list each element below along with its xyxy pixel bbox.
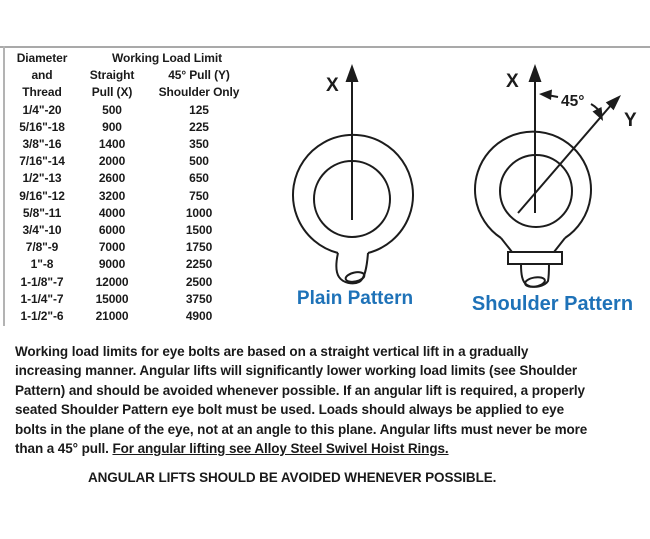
table-cell-straight-pull: 7000 — [98, 240, 126, 255]
table-cell-diameter: 7/16"-14 — [19, 154, 65, 169]
table-cell-straight-pull: 4000 — [98, 205, 126, 220]
header-45pull-2: Shoulder Only — [158, 85, 240, 100]
table-cell-45-pull: 350 — [189, 137, 209, 152]
table-cell-straight-pull: 12000 — [95, 274, 129, 289]
table-cell-45-pull: 500 — [189, 154, 209, 169]
table-cell-45-pull: 1000 — [185, 205, 213, 220]
table-cell-diameter: 1/2"-13 — [22, 171, 62, 186]
table-cell-straight-pull: 3200 — [98, 188, 126, 203]
table-cell-diameter: 9/16"-12 — [19, 188, 65, 203]
paragraph-line: seated Shoulder Pattern eye bolt must be used. Loads should always be applied to eye — [15, 402, 564, 418]
header-diameter-1: Diameter — [16, 51, 68, 65]
table-cell-45-pull: 225 — [189, 119, 209, 134]
table-cell-straight-pull: 21000 — [95, 309, 129, 324]
x-axis-label: X — [506, 71, 519, 92]
table-cell-45-pull: 4900 — [185, 309, 213, 324]
header-45pull-1: 45° Pull (Y) — [168, 68, 230, 83]
table-cell-45-pull: 750 — [189, 188, 209, 203]
table-cell-straight-pull: 900 — [102, 119, 122, 134]
paragraph-line: Working load limits for eye bolts are based on a straight vertical lift in a gradually — [15, 344, 529, 359]
table-cell-45-pull: 650 — [189, 171, 209, 186]
top-divider — [0, 46, 650, 48]
table-cell-diameter: 7/8"-9 — [25, 240, 59, 255]
paragraph-line: increasing manner. Angular lifts will significantly lower working load limits (see Shoulder — [15, 363, 578, 379]
table-cell-straight-pull: 2600 — [98, 171, 126, 186]
table-cell-diameter: 5/8"-11 — [22, 205, 62, 220]
shoulder-pattern-label: Shoulder Pattern — [471, 293, 634, 315]
header-diameter-3: Thread — [22, 85, 62, 100]
hoist-rings-link[interactable]: For angular lifting see Alloy Steel Swivel Hoist Rings. — [112, 441, 449, 457]
paragraph-line: Pattern) and should be avoided whenever possible. If an angular lift is required, a properly — [15, 382, 585, 398]
working-load-table table-body — [4, 50, 254, 325]
table-cell-straight-pull: 500 — [102, 102, 122, 117]
table-cell-straight-pull: 6000 — [98, 223, 126, 238]
table-cell-straight-pull: 15000 — [95, 291, 129, 306]
y-axis-label: Y — [624, 110, 637, 131]
x-axis-label: X — [326, 75, 339, 96]
header-straight-2: Pull (X) — [91, 85, 133, 100]
table-cell-straight-pull: 1400 — [98, 137, 126, 152]
table-cell-45-pull: 1500 — [185, 223, 213, 238]
paragraph-last-line — [15, 439, 647, 458]
table-cell-45-pull: 2500 — [185, 274, 213, 289]
angle-label: 45° — [561, 93, 585, 110]
table-cell-diameter: 5/16"-18 — [19, 119, 65, 134]
angle-annotation — [539, 90, 603, 122]
table-cell-diameter: 1-1/4"-7 — [20, 291, 64, 306]
table-cell-45-pull: 125 — [189, 102, 209, 117]
header-diameter-2: and — [31, 68, 53, 83]
warning-line: ANGULAR LIFTS SHOULD BE AVOIDED WHENEVER POSSIBLE. — [88, 470, 497, 485]
table-cell-45-pull: 1750 — [185, 240, 213, 255]
table-cell-diameter: 1-1/2"-6 — [20, 309, 64, 324]
table-cell-straight-pull: 9000 — [98, 257, 126, 272]
paragraph — [15, 342, 647, 458]
paragraph-last-line-prefix: than a 45° pull. — [15, 441, 113, 457]
header-straight-1: Straight — [89, 68, 135, 83]
x-axis-arrow — [326, 64, 359, 220]
table-cell-diameter: 3/4"-10 — [22, 223, 62, 238]
table-cell-straight-pull: 2000 — [98, 154, 126, 169]
table-cell-45-pull: 2250 — [185, 257, 213, 272]
table-cell-diameter: 1"-8 — [30, 257, 54, 272]
table-cell-diameter: 1/4"-20 — [22, 102, 62, 117]
table-cell-45-pull: 3750 — [185, 291, 213, 306]
table-cell-diameter: 3/8"-16 — [22, 137, 62, 152]
shoulder-eye-ring — [475, 132, 591, 289]
header-group-title: Working Load Limit — [112, 51, 222, 65]
plain-pattern-diagram — [280, 55, 430, 290]
paragraph-line: bolts in the plane of the eye, not at an angle to this plane. Angular lifts must never be more — [15, 421, 588, 437]
shoulder-pattern-diagram — [455, 55, 650, 295]
plain-pattern-label: Plain Pattern — [296, 288, 414, 309]
table-cell-diameter: 1-1/8"-7 — [20, 274, 64, 289]
